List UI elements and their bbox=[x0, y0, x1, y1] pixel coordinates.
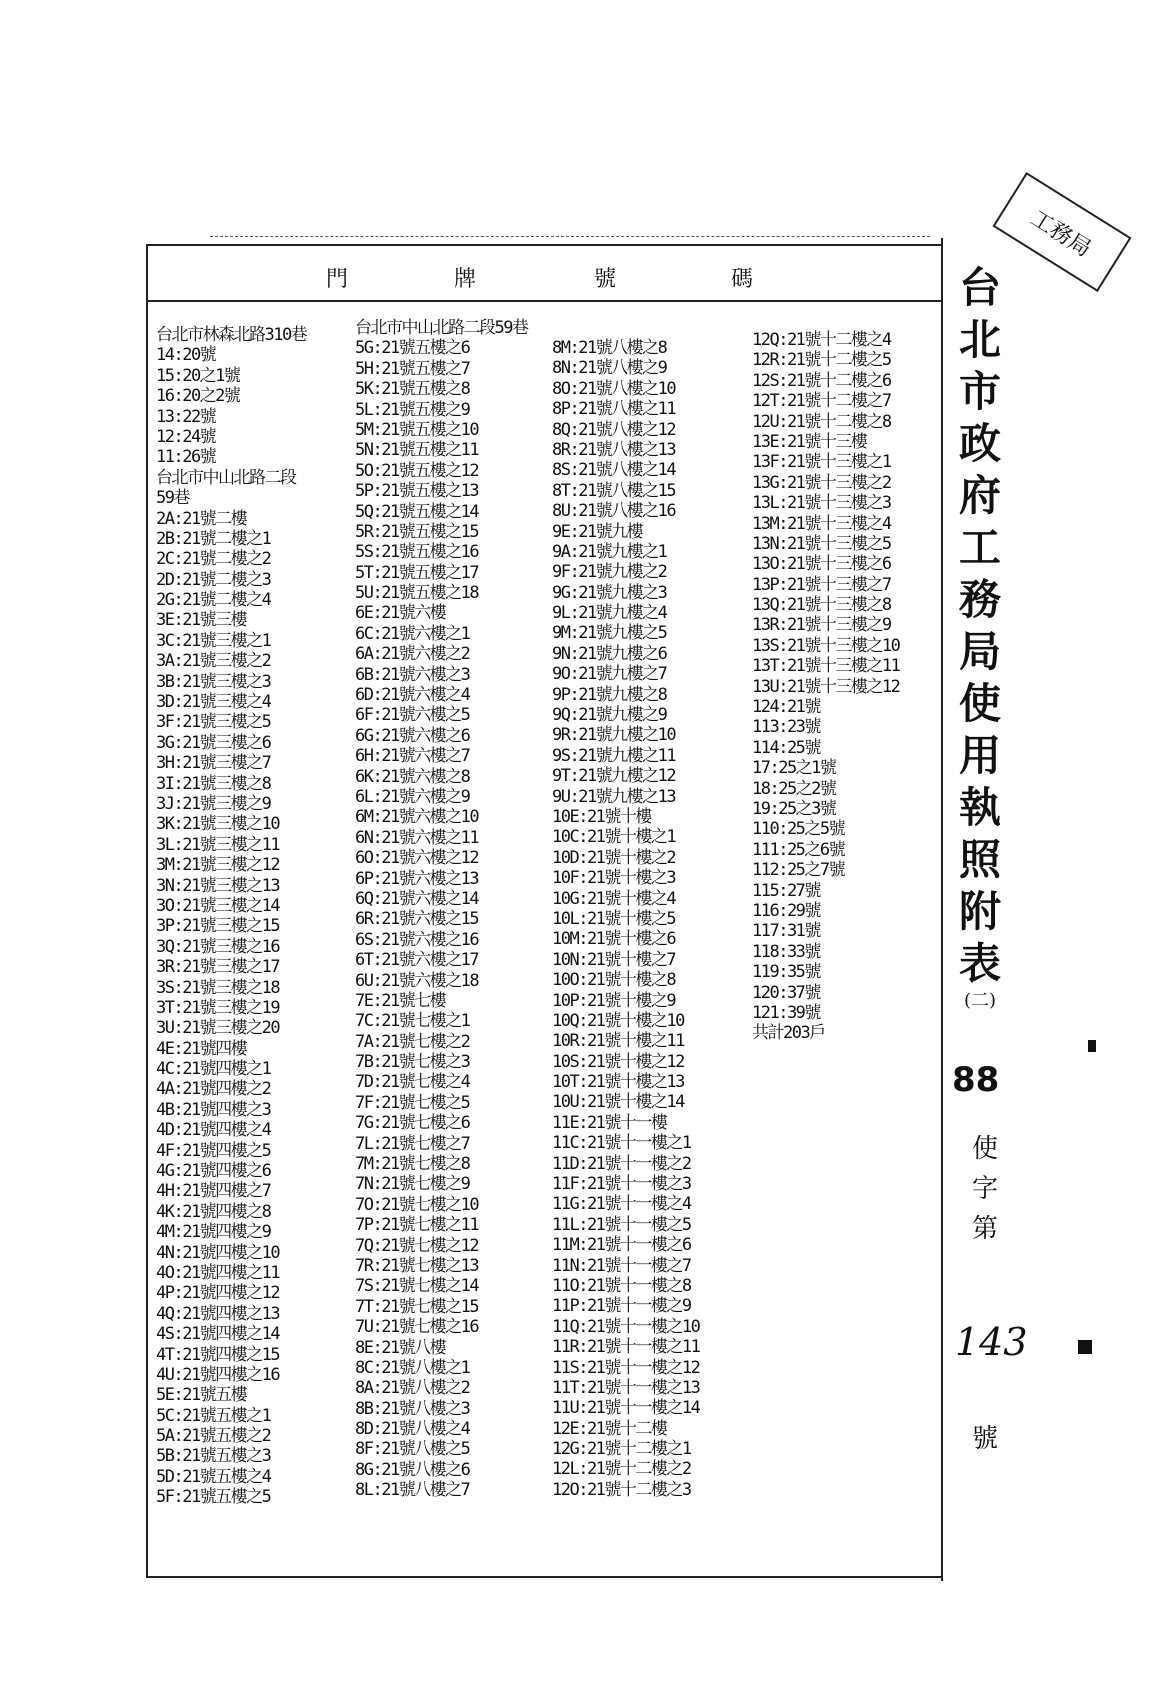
address-entry: 9M:21號九樓之5 bbox=[552, 623, 667, 644]
address-entry: 11C:21號十一樓之1 bbox=[552, 1133, 691, 1154]
address-entry: 9Q:21號九樓之9 bbox=[552, 705, 667, 726]
address-entry: 7Q:21號七樓之12 bbox=[355, 1235, 479, 1256]
permit-number: 143 bbox=[955, 1320, 1028, 1364]
address-entry: 6T:21號六樓之17 bbox=[355, 950, 479, 971]
address-entry: 8L:21號八樓之7 bbox=[355, 1480, 470, 1501]
address-entry: 11R:21號十一樓之11 bbox=[552, 1337, 700, 1358]
address-entry: 13Q:21號十三樓之8 bbox=[752, 595, 891, 616]
address-entry: 6M:21號六樓之10 bbox=[355, 807, 479, 828]
address-entry: 118:33號 bbox=[752, 941, 820, 962]
address-entry: 7G:21號七樓之6 bbox=[355, 1113, 470, 1134]
address-entry: 3B:21號三樓之3 bbox=[156, 671, 271, 692]
address-entry: 8U:21號八樓之16 bbox=[552, 501, 676, 522]
address-entry: 5Q:21號五樓之14 bbox=[355, 501, 479, 522]
address-entry: 9E:21號九樓 bbox=[552, 521, 643, 542]
address-entry: 4N:21號四樓之10 bbox=[156, 1242, 280, 1263]
address-entry: 4G:21號四樓之6 bbox=[156, 1161, 271, 1182]
address-entry: 10R:21號十樓之11 bbox=[552, 1031, 684, 1052]
address-entry: 3U:21號三樓之20 bbox=[156, 1018, 280, 1039]
address-column-3 bbox=[552, 338, 699, 1500]
address-entry: 7A:21號七樓之2 bbox=[355, 1031, 470, 1052]
address-entry: 11E:21號十一樓 bbox=[552, 1112, 667, 1133]
address-entry: 116:29號 bbox=[752, 900, 820, 921]
address-entry: 7M:21號七樓之8 bbox=[355, 1154, 470, 1175]
address-entry: 8N:21號八樓之9 bbox=[552, 358, 667, 379]
address-entry: 5M:21號五樓之10 bbox=[355, 419, 479, 440]
address-entry: 59巷 bbox=[156, 488, 189, 509]
address-entry: 10C:21號十樓之1 bbox=[552, 827, 676, 848]
address-entry: 9G:21號九樓之3 bbox=[552, 582, 667, 603]
address-entry: 11D:21號十一樓之2 bbox=[552, 1153, 691, 1174]
address-entry: 13:22號 bbox=[156, 406, 216, 427]
address-entry: 5P:21號五樓之13 bbox=[355, 481, 479, 502]
address-entry: 5B:21號五樓之3 bbox=[156, 1446, 271, 1467]
address-entry: 6Q:21號六樓之14 bbox=[355, 888, 479, 909]
header-char-2: 牌 bbox=[454, 267, 477, 292]
title-char: 表 bbox=[958, 939, 1001, 988]
address-entry: 10O:21號十樓之8 bbox=[552, 970, 676, 991]
address-entry: 13T:21號十三樓之11 bbox=[752, 656, 900, 677]
address-entry: 10G:21號十樓之4 bbox=[552, 888, 676, 909]
address-entry: 5L:21號五樓之9 bbox=[355, 399, 470, 420]
address-entry: 9L:21號九樓之4 bbox=[552, 603, 667, 624]
address-entry: 4S:21號四樓之14 bbox=[156, 1324, 280, 1345]
address-entry: 3A:21號三樓之2 bbox=[156, 651, 271, 672]
address-entry: 8D:21號八樓之4 bbox=[355, 1419, 470, 1440]
address-entry: 4A:21號四樓之2 bbox=[156, 1079, 271, 1100]
address-entry: 8R:21號八樓之13 bbox=[552, 439, 676, 460]
address-entry: 111:25之6號 bbox=[752, 839, 845, 860]
address-entry: 7F:21號七樓之5 bbox=[355, 1092, 470, 1113]
address-entry: 3Q:21號三樓之16 bbox=[156, 936, 280, 957]
address-entry: 9N:21號九樓之6 bbox=[552, 643, 667, 664]
address-entry: 7B:21號七樓之3 bbox=[355, 1052, 470, 1073]
address-entry: 9P:21號九樓之8 bbox=[552, 684, 667, 705]
address-entry: 8T:21號八樓之15 bbox=[552, 480, 676, 501]
address-entry: 3O:21號三樓之14 bbox=[156, 895, 280, 916]
address-entry: 114:25號 bbox=[752, 737, 820, 758]
address-entry: 10D:21號十樓之2 bbox=[552, 847, 676, 868]
address-entry: 120:37號 bbox=[752, 982, 820, 1003]
address-entry: 121:39號 bbox=[752, 1002, 820, 1023]
title-char: 用 bbox=[958, 731, 1001, 780]
address-entry: 115:27號 bbox=[752, 880, 820, 901]
address-entry: 11U:21號十一樓之14 bbox=[552, 1398, 700, 1419]
address-entry: 3L:21號三樓之11 bbox=[156, 834, 280, 855]
permit-year: 88 bbox=[952, 1060, 1000, 1100]
address-entry: 11T:21號十一樓之13 bbox=[552, 1377, 700, 1398]
address-column-1 bbox=[156, 325, 306, 1508]
address-entry: 11Q:21號十一樓之10 bbox=[552, 1316, 700, 1337]
address-entry: 4H:21號四樓之7 bbox=[156, 1181, 271, 1202]
address-entry: 3K:21號三樓之10 bbox=[156, 814, 280, 835]
address-entry: 7D:21號七樓之4 bbox=[355, 1072, 470, 1093]
header-char-4: 碼 bbox=[731, 267, 754, 292]
address-entry: 6G:21號六樓之6 bbox=[355, 725, 470, 746]
address-entry: 3J:21號三樓之9 bbox=[156, 793, 271, 814]
address-entry: 11P:21號十一樓之9 bbox=[552, 1296, 691, 1317]
address-entry: 10U:21號十樓之14 bbox=[552, 1092, 684, 1113]
address-entry: 6S:21號六樓之16 bbox=[355, 929, 479, 950]
address-entry: 2D:21號二樓之3 bbox=[156, 569, 271, 590]
address-entry: 7O:21號七樓之10 bbox=[355, 1194, 479, 1215]
address-entry: 3H:21號三樓之7 bbox=[156, 753, 271, 774]
address-entry: 共計203戶 bbox=[752, 1023, 825, 1044]
title-char: 務 bbox=[958, 575, 1001, 624]
address-entry: 6U:21號六樓之18 bbox=[355, 970, 479, 991]
permit-label-char-1: 使 bbox=[971, 1134, 998, 1164]
address-entry: 12Q:21號十二樓之4 bbox=[752, 330, 891, 350]
address-entry: 6E:21號六樓 bbox=[355, 603, 446, 624]
address-entry: 11:26號 bbox=[156, 447, 216, 468]
address-entry: 6P:21號六樓之13 bbox=[355, 868, 479, 889]
address-entry: 9O:21號九樓之7 bbox=[552, 664, 667, 685]
address-entry: 12S:21號十二樓之6 bbox=[752, 370, 891, 391]
address-entry: 4B:21號四樓之3 bbox=[156, 1099, 271, 1120]
address-entry: 18:25之2號 bbox=[752, 778, 836, 799]
address-entry: 6L:21號六樓之9 bbox=[355, 786, 470, 807]
address-entry: 6C:21號六樓之1 bbox=[355, 623, 470, 644]
address-entry: 8P:21號八樓之11 bbox=[552, 399, 676, 420]
address-entry: 8S:21號八樓之14 bbox=[552, 460, 676, 481]
address-entry: 11N:21號十一樓之7 bbox=[552, 1255, 691, 1276]
address-entry: 13N:21號十三樓之5 bbox=[752, 533, 891, 554]
address-entry: 8E:21號八樓 bbox=[355, 1337, 446, 1358]
address-entry: 13U:21號十三樓之12 bbox=[752, 676, 900, 697]
address-entry: 6A:21號六樓之2 bbox=[355, 644, 470, 665]
address-entry: 117:31號 bbox=[752, 921, 820, 942]
address-entry: 5N:21號五樓之11 bbox=[355, 440, 479, 461]
address-entry: 5C:21號五樓之1 bbox=[156, 1405, 271, 1426]
address-entry: 2G:21號二樓之4 bbox=[156, 590, 271, 611]
address-entry: 124:21號 bbox=[752, 697, 820, 718]
address-entry: 7C:21號七樓之1 bbox=[355, 1011, 470, 1032]
address-entry: 8C:21號八樓之1 bbox=[355, 1357, 470, 1378]
address-entry: 11M:21號十一樓之6 bbox=[552, 1235, 691, 1256]
address-entry: 16:20之2號 bbox=[156, 386, 240, 407]
address-entry: 7N:21號七樓之9 bbox=[355, 1174, 470, 1195]
address-entry: 19:25之3號 bbox=[752, 798, 836, 819]
address-entry: 8B:21號八樓之3 bbox=[355, 1398, 470, 1419]
address-entry: 3N:21號三樓之13 bbox=[156, 875, 280, 896]
address-entry: 3D:21號三樓之4 bbox=[156, 692, 271, 713]
address-entry: 10L:21號十樓之5 bbox=[552, 908, 676, 929]
top-dashed-rule bbox=[210, 236, 930, 237]
address-entry: 10P:21號十樓之9 bbox=[552, 990, 676, 1011]
address-entry: 110:25之5號 bbox=[752, 819, 845, 840]
address-entry: 9T:21號九樓之12 bbox=[552, 766, 676, 787]
address-entry: 8F:21號八樓之5 bbox=[355, 1439, 470, 1460]
address-entry: 4Q:21號四樓之13 bbox=[156, 1303, 280, 1324]
address-entry: 12E:21號十二樓 bbox=[552, 1418, 667, 1439]
address-entry: 119:35號 bbox=[752, 962, 820, 983]
address-entry: 台北市林森北路310巷 bbox=[156, 325, 307, 345]
address-entry: 4O:21號四樓之11 bbox=[156, 1262, 280, 1283]
address-entry: 8Q:21號八樓之12 bbox=[552, 419, 676, 440]
address-entry: 12G:21號十二樓之1 bbox=[552, 1439, 691, 1460]
address-entry: 113:23號 bbox=[752, 717, 820, 738]
address-entry: 13P:21號十三樓之7 bbox=[752, 574, 891, 595]
title-char: 北 bbox=[958, 315, 1001, 364]
address-entry: 13E:21號十三樓 bbox=[752, 431, 867, 452]
address-entry: 4T:21號四樓之15 bbox=[156, 1344, 280, 1365]
address-entry: 11G:21號十一樓之4 bbox=[552, 1194, 691, 1215]
address-entry: 8G:21號八樓之6 bbox=[355, 1459, 470, 1480]
address-entry: 14:20號 bbox=[156, 345, 216, 366]
address-entry: 5S:21號五樓之16 bbox=[355, 542, 479, 563]
address-entry: 5A:21號五樓之2 bbox=[156, 1426, 271, 1447]
address-entry: 7L:21號七樓之7 bbox=[355, 1133, 470, 1154]
address-entry: 5T:21號五樓之17 bbox=[355, 562, 479, 583]
title-char: 台 bbox=[958, 263, 1001, 312]
address-column-4 bbox=[752, 330, 899, 1044]
permit-suffix: 號 bbox=[971, 1424, 998, 1454]
permit-label-char-3: 第 bbox=[971, 1214, 998, 1244]
address-entry: 8A:21號八樓之2 bbox=[355, 1378, 470, 1399]
address-entry: 2B:21號二樓之1 bbox=[156, 528, 271, 549]
address-entry: 3T:21號三樓之19 bbox=[156, 997, 280, 1018]
header-char-3: 號 bbox=[594, 267, 617, 292]
address-entry: 4P:21號四樓之12 bbox=[156, 1283, 280, 1304]
address-entry: 9R:21號九樓之10 bbox=[552, 725, 676, 746]
address-entry: 13G:21號十三樓之2 bbox=[752, 472, 891, 493]
address-entry: 9S:21號九樓之11 bbox=[552, 745, 676, 766]
address-entry: 3E:21號三樓 bbox=[156, 610, 247, 631]
address-entry: 台北市中山北路二段 bbox=[156, 467, 296, 488]
address-column-2 bbox=[355, 318, 527, 1501]
address-entry: 6O:21號六樓之12 bbox=[355, 848, 479, 869]
address-entry: 11S:21號十一樓之12 bbox=[552, 1357, 700, 1378]
address-entry: 3I:21號三樓之8 bbox=[156, 773, 271, 794]
address-entry: 4F:21號四樓之5 bbox=[156, 1140, 271, 1161]
address-entry: 5K:21號五樓之8 bbox=[355, 379, 470, 400]
address-entry: 11F:21號十一樓之3 bbox=[552, 1174, 691, 1195]
address-entry: 8O:21號八樓之10 bbox=[552, 378, 676, 399]
address-entry: 13S:21號十三樓之10 bbox=[752, 635, 900, 656]
address-entry: 10E:21號十樓 bbox=[552, 806, 651, 827]
address-entry: 12L:21號十二樓之2 bbox=[552, 1459, 691, 1480]
address-entry: 7E:21號七樓 bbox=[355, 990, 446, 1011]
document-title bbox=[945, 262, 1015, 1012]
address-entry: 4E:21號四樓 bbox=[156, 1038, 247, 1059]
address-entry: 11L:21號十一樓之5 bbox=[552, 1214, 691, 1235]
address-entry: 112:25之7號 bbox=[752, 860, 845, 881]
address-entry: 12:24號 bbox=[156, 426, 216, 447]
address-entry: 5E:21號五樓 bbox=[156, 1385, 247, 1406]
address-entry: 2C:21號二樓之2 bbox=[156, 549, 271, 570]
address-entry: 7R:21號七樓之13 bbox=[355, 1255, 479, 1276]
permit-label-char-2: 字 bbox=[971, 1174, 998, 1204]
address-entry: 9F:21號九樓之2 bbox=[552, 562, 667, 583]
address-entry: 15:20之1號 bbox=[156, 365, 240, 386]
header-char-1: 門 bbox=[326, 267, 349, 292]
title-char: 工 bbox=[958, 523, 1001, 572]
address-entry: 6R:21號六樓之15 bbox=[355, 909, 479, 930]
address-entry: 6D:21號六樓之4 bbox=[355, 685, 470, 706]
address-entry: 5D:21號五樓之4 bbox=[156, 1466, 271, 1487]
address-entry: 10T:21號十樓之13 bbox=[552, 1072, 684, 1093]
address-entry: 3M:21號三樓之12 bbox=[156, 855, 280, 876]
address-entry: 13L:21號十三樓之3 bbox=[752, 493, 891, 514]
address-entry: 5O:21號五樓之12 bbox=[355, 460, 479, 481]
address-entry: 10M:21號十樓之6 bbox=[552, 929, 676, 950]
address-entry: 6B:21號六樓之3 bbox=[355, 664, 470, 685]
address-entry: 6K:21號六樓之8 bbox=[355, 766, 470, 787]
address-entry: 7U:21號七樓之16 bbox=[355, 1317, 479, 1338]
address-entry: 4C:21號四樓之1 bbox=[156, 1059, 271, 1080]
address-entry: 9A:21號九樓之1 bbox=[552, 541, 667, 562]
address-entry: 12T:21號十二樓之7 bbox=[752, 391, 891, 412]
title-char: 府 bbox=[958, 471, 1001, 520]
address-entry: 5F:21號五樓之5 bbox=[156, 1487, 271, 1508]
address-entry: 3P:21號三樓之15 bbox=[156, 916, 280, 937]
address-entry: 10N:21號十樓之7 bbox=[552, 949, 676, 970]
scan-mark bbox=[1088, 1040, 1096, 1052]
address-entry: 6F:21號六樓之5 bbox=[355, 705, 470, 726]
address-entry: 5H:21號五樓之7 bbox=[355, 358, 470, 379]
address-entry: 4K:21號四樓之8 bbox=[156, 1201, 271, 1222]
address-entry: 12O:21號十二樓之3 bbox=[552, 1479, 691, 1500]
address-entry: 9U:21號九樓之13 bbox=[552, 786, 676, 807]
title-char: 照 bbox=[958, 835, 1001, 884]
address-entry: 13M:21號十三樓之4 bbox=[752, 513, 891, 534]
table-header bbox=[146, 244, 941, 302]
address-entry: 7S:21號七樓之14 bbox=[355, 1276, 479, 1297]
title-char: 政 bbox=[958, 419, 1001, 468]
address-entry: 台北市中山北路二段59巷 bbox=[355, 318, 528, 338]
address-entry: 2A:21號二樓 bbox=[156, 508, 247, 529]
address-entry: 10Q:21號十樓之10 bbox=[552, 1010, 684, 1031]
address-entry: 7P:21號七樓之11 bbox=[355, 1215, 479, 1236]
title-char: 市 bbox=[958, 367, 1001, 416]
title-char: 使 bbox=[958, 679, 1001, 728]
address-entry: 4D:21號四樓之4 bbox=[156, 1120, 271, 1141]
address-entry: 11O:21號十一樓之8 bbox=[552, 1275, 691, 1296]
address-entry: 3F:21號三樓之5 bbox=[156, 712, 271, 733]
title-char: 執 bbox=[958, 783, 1001, 832]
address-entry: 3R:21號三樓之17 bbox=[156, 957, 280, 978]
address-entry: 12U:21號十二樓之8 bbox=[752, 411, 891, 432]
address-entry: 5U:21號五樓之18 bbox=[355, 583, 479, 604]
address-entry: 4U:21號四樓之16 bbox=[156, 1364, 280, 1385]
address-entry: 10S:21號十樓之12 bbox=[552, 1051, 684, 1072]
address-entry: 3S:21號三樓之18 bbox=[156, 977, 280, 998]
address-entry: 13R:21號十三樓之9 bbox=[752, 615, 891, 636]
address-entry: 5G:21號五樓之6 bbox=[355, 338, 470, 359]
address-entry: 3C:21號三樓之1 bbox=[156, 630, 271, 651]
address-entry: 7T:21號七樓之15 bbox=[355, 1296, 479, 1317]
address-entry: 6N:21號六樓之11 bbox=[355, 827, 479, 848]
scan-mark bbox=[1078, 1340, 1092, 1354]
title-char: 局 bbox=[958, 627, 1001, 676]
title-char: 附 bbox=[958, 887, 1001, 936]
address-entry: 13F:21號十三樓之1 bbox=[752, 452, 891, 473]
address-entry: 3G:21號三樓之6 bbox=[156, 732, 271, 753]
address-entry: 10F:21號十樓之3 bbox=[552, 868, 676, 889]
address-entry: 5R:21號五樓之15 bbox=[355, 521, 479, 542]
address-entry: 12R:21號十二樓之5 bbox=[752, 350, 891, 371]
address-entry: 13O:21號十三樓之6 bbox=[752, 554, 891, 575]
address-entry: 4M:21號四樓之9 bbox=[156, 1222, 271, 1243]
address-entry: 17:25之1號 bbox=[752, 758, 836, 779]
office-stamp: 工務局 bbox=[992, 172, 1131, 292]
title-subtitle: (二) bbox=[963, 990, 997, 1011]
address-entry: 8M:21號八樓之8 bbox=[552, 338, 667, 358]
address-entry: 6H:21號六樓之7 bbox=[355, 746, 470, 767]
